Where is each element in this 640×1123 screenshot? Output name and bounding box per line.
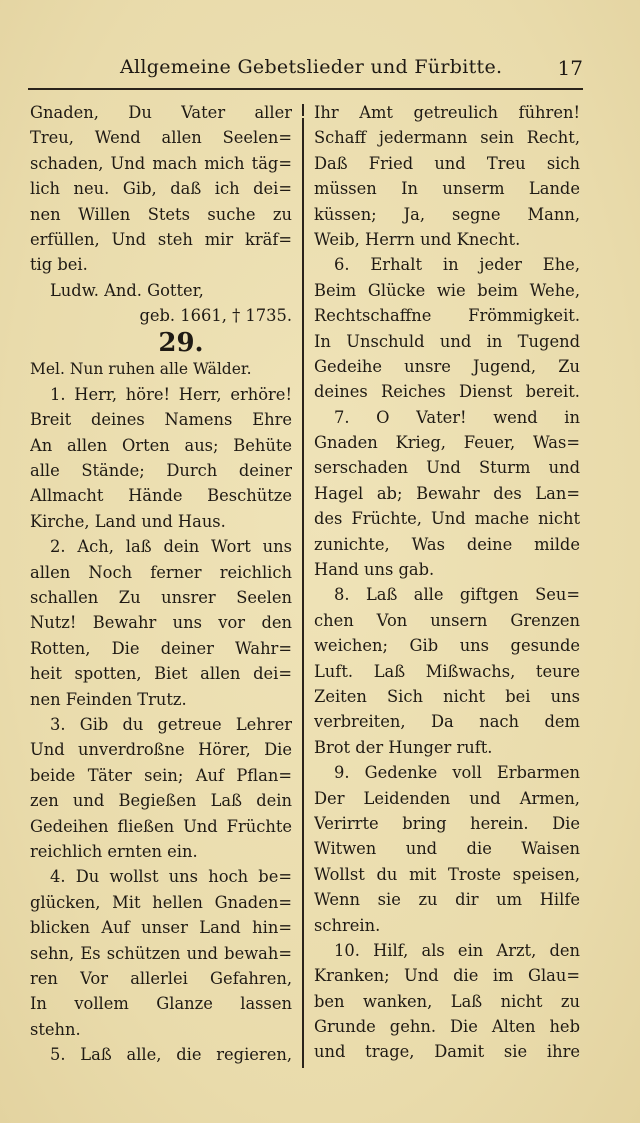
melody-reference: Mel. Nun ruhen alle Wälder. bbox=[30, 359, 252, 378]
text-line: Gnaden Krieg, Feuer, Was= bbox=[314, 433, 580, 453]
text-line: zen und Begießen Laß dein bbox=[30, 791, 292, 811]
text-line: reichlich ernten ein. bbox=[30, 841, 198, 861]
text-line: Rotten, Die deiner Wahr= bbox=[30, 638, 292, 658]
text-line: Nutz! Bewahr uns vor den bbox=[30, 613, 292, 633]
text-line: Gnaden, Du Vater aller bbox=[30, 103, 292, 122]
hymn-number: 29. bbox=[158, 327, 204, 358]
text-line: tig bei. bbox=[30, 255, 88, 275]
text-line: und trage, Damit sie ihre bbox=[314, 1042, 580, 1062]
hymn-attribution bbox=[30, 278, 292, 329]
text-line: Der Leidenden und Armen, bbox=[314, 788, 580, 808]
text-line: Zeiten Sich nicht bei uns bbox=[314, 686, 580, 706]
text-line: sehn, Es schützen und bewah= bbox=[30, 943, 292, 963]
hymn-28-continuation bbox=[30, 100, 292, 278]
text-line: 9. Gedenke voll Erbarmen bbox=[334, 763, 580, 783]
text-line: Kirche, Land und Haus. bbox=[30, 511, 226, 531]
text-line: An allen Orten aus; Behüte bbox=[30, 435, 292, 455]
verse-7 bbox=[314, 405, 580, 583]
text-line: Wollst du mit Troste speisen, bbox=[314, 864, 580, 884]
verse-3 bbox=[30, 712, 292, 864]
text-line: Allmacht Hände Beschütze bbox=[30, 486, 292, 506]
text-line: verbreiten, Da nach dem bbox=[314, 712, 580, 732]
text-line: des Früchte, Und mache nicht bbox=[314, 509, 580, 529]
section-title: Allgemeine Gebetslieder und Fürbitte. bbox=[120, 56, 503, 78]
text-line: Gedeihe unsre Jugend, Zu bbox=[314, 356, 580, 376]
verse-5-continuation bbox=[314, 100, 580, 252]
text-line: 6. Erhalt in jeder Ehe, bbox=[334, 255, 580, 275]
text-line: Treu, Wend allen Seelen= bbox=[30, 128, 292, 148]
text-line: 3. Gib du getreue Lehrer bbox=[50, 714, 292, 734]
text-line: Schaff jedermann sein Recht, bbox=[314, 128, 580, 148]
text-line: 8. Laß alle giftgen Seu= bbox=[334, 585, 580, 605]
text-line: heit spotten, Biet allen dei= bbox=[30, 664, 292, 684]
text-line: Breit deines Namens Ehre bbox=[30, 410, 292, 430]
text-line: 1. Herr, höre! Herr, erhöre! bbox=[50, 384, 292, 404]
text-line: 4. Du wollst uns hoch be= bbox=[50, 867, 292, 887]
text-line: 5. Laß alle, die regieren, bbox=[50, 1045, 292, 1065]
text-line: müssen In unserm Lande bbox=[314, 179, 580, 199]
text-line: 7. O Vater! wend in bbox=[334, 407, 580, 427]
text-line: Hand uns gab. bbox=[314, 560, 435, 580]
verse-5-start bbox=[30, 1042, 292, 1067]
verse-4 bbox=[30, 864, 292, 1042]
text-line: Beim Glücke wie beim Wehe, bbox=[314, 280, 580, 300]
verse-9 bbox=[314, 760, 580, 938]
text-line: weichen; Gib uns gesunde bbox=[314, 636, 580, 656]
author-dates: geb. 1661, † 1735. bbox=[139, 306, 292, 326]
text-line: alle Stände; Durch deiner bbox=[30, 461, 292, 481]
text-line: schaden, Und mach mich täg= bbox=[30, 153, 292, 173]
column-divider bbox=[302, 118, 304, 1068]
verse-2 bbox=[30, 534, 292, 712]
text-line: erfüllen, Und steh mir kräf= bbox=[30, 229, 292, 249]
text-line: Gedeihen fließen Und Früchte bbox=[30, 816, 292, 836]
text-line: Witwen und die Waisen bbox=[314, 839, 580, 859]
column-divider-top bbox=[302, 104, 304, 116]
text-line: ren Vor allerlei Gefahren, bbox=[30, 968, 292, 988]
text-line: blicken Auf unser Land hin= bbox=[30, 918, 292, 938]
text-line: In Unschuld und in Tugend bbox=[314, 331, 580, 351]
text-line: In vollem Glanze lassen bbox=[30, 994, 292, 1014]
header-rule bbox=[28, 88, 583, 90]
text-line: Brot der Hunger ruft. bbox=[314, 737, 493, 757]
text-line: 2. Ach, laß dein Wort uns bbox=[50, 537, 292, 557]
running-header bbox=[28, 54, 583, 84]
text-line: Luft. Laß Mißwachs, teure bbox=[314, 661, 580, 681]
verse-1 bbox=[30, 382, 292, 534]
text-line: küssen; Ja, segne Mann, bbox=[314, 204, 580, 224]
text-line: nen Willen Stets suche zu bbox=[30, 204, 292, 224]
text-line: Kranken; Und die im Glau= bbox=[314, 966, 580, 986]
text-line: allen Noch ferner reichlich bbox=[30, 562, 292, 582]
text-line: Weib, Herrn und Knecht. bbox=[314, 229, 521, 249]
text-line: Hagel ab; Bewahr des Lan= bbox=[314, 483, 580, 503]
left-column bbox=[30, 100, 292, 1067]
text-line: schallen Zu unsrer Seelen bbox=[30, 588, 292, 608]
page-number: 17 bbox=[557, 56, 583, 80]
text-line: glücken, Mit hellen Gnaden= bbox=[30, 892, 292, 912]
text-line: Ihr Amt getreulich führen! bbox=[314, 103, 580, 122]
text-line: Und unverdroßne Hörer, Die bbox=[30, 740, 292, 760]
author-name: Ludw. And. Gotter, bbox=[50, 280, 204, 300]
text-line: lich neu. Gib, daß ich dei= bbox=[30, 179, 292, 199]
text-line: nen Feinden Trutz. bbox=[30, 689, 187, 709]
text-line: deines Reiches Dienst bereit. bbox=[314, 382, 580, 402]
verse-6 bbox=[314, 252, 580, 404]
text-line: beide Täter sein; Auf Pflan= bbox=[30, 765, 292, 785]
text-line: Wenn sie zu dir um Hilfe bbox=[314, 890, 580, 910]
text-line: Daß Fried und Treu sich bbox=[314, 153, 580, 173]
text-line: ben wanken, Laß nicht zu bbox=[314, 991, 580, 1011]
text-line: Verirrte bring herein. Die bbox=[314, 813, 580, 833]
verse-8 bbox=[314, 582, 580, 760]
text-line: serschaden Und Sturm und bbox=[314, 458, 580, 478]
verse-10 bbox=[314, 938, 580, 1065]
text-line: schrein. bbox=[314, 915, 381, 935]
text-line: Grunde gehn. Die Alten heb bbox=[314, 1017, 580, 1037]
text-line: chen Von unsern Grenzen bbox=[314, 610, 580, 630]
text-line: 10. Hilf, als ein Arzt, den bbox=[334, 940, 580, 960]
text-line: Rechtschaffne Frömmigkeit. bbox=[314, 306, 580, 326]
right-column bbox=[314, 100, 580, 1065]
text-line: zunichte, Was deine milde bbox=[314, 534, 580, 554]
text-line: stehn. bbox=[30, 1019, 81, 1039]
